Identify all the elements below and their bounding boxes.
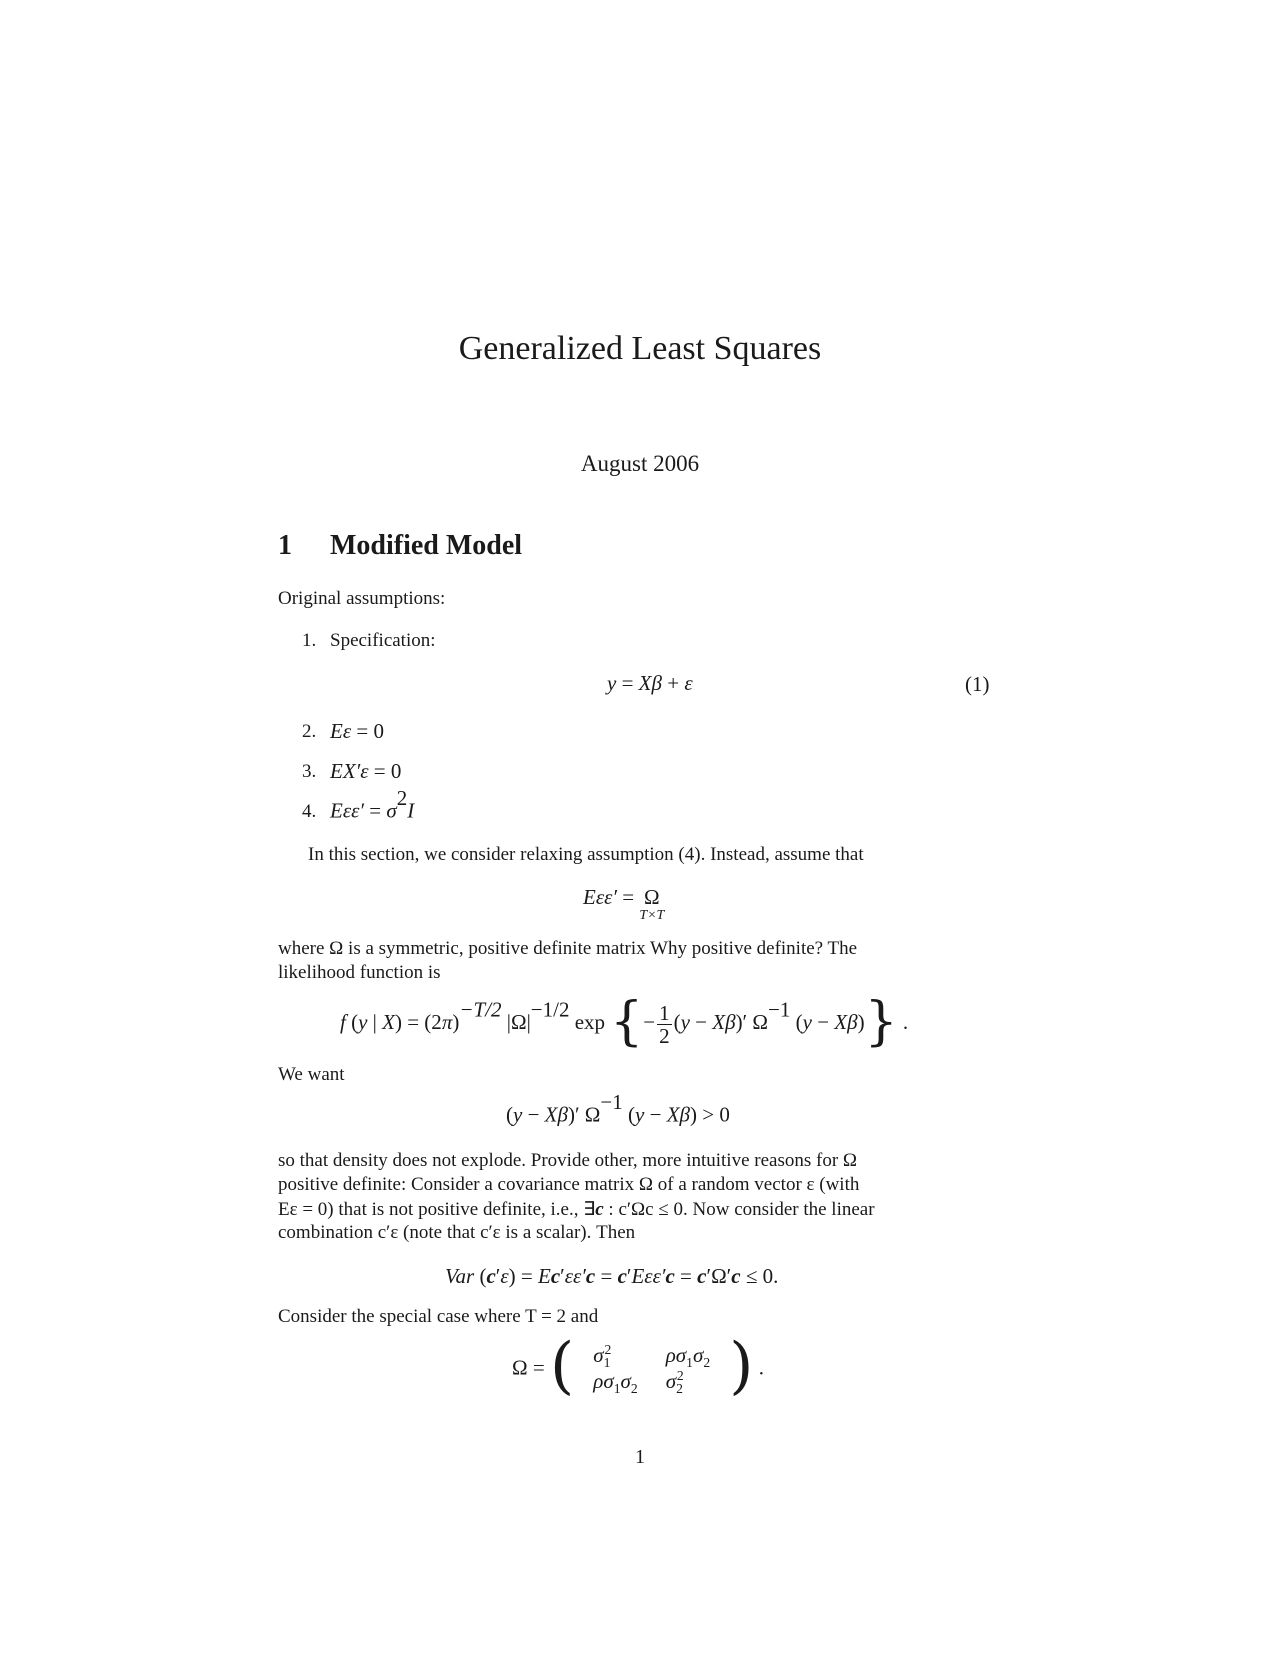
we-want-text: We want xyxy=(278,1064,345,1085)
equation-omega-matrix: Ω = ( $\sigma_1^2$ $\rho\sigma_1\sigma_2$ $\rho\sigma_1\sigma_2$ $\sigma_2^2$ ) . xyxy=(512,1328,764,1402)
special-case-text: Consider the special case where T = 2 and xyxy=(278,1306,599,1327)
intro-text: Original assumptions: xyxy=(278,588,446,609)
equation-assumption-4: $E\varepsilon\varepsilon' = \sigma^2I$ xyxy=(330,786,415,823)
list-item-label: 2. xyxy=(302,721,317,742)
paragraph-density-line3 xyxy=(278,1198,875,1221)
equation-specification: y = Xβ + ε xyxy=(607,671,693,695)
list-item-label: 4. xyxy=(302,801,317,822)
equation-quadratic-form: (y − Xβ)′ $\Omega^{-1}$ (y − Xβ) > 0 xyxy=(506,1090,730,1127)
equation-likelihood: f (y | $X) = (2\pi)^{-T/2}$ $|\Omega|^{-1/2}$ exp {− $\frac{1}{2}$ (y − Xβ)′ $\Omega^{-1}$ (y − Xβ)} . xyxy=(340,992,909,1052)
list-item-text: Specification: xyxy=(330,630,436,651)
list-item-label: 1. xyxy=(302,630,317,651)
paragraph-relax: In this section, we consider relaxing assumption (4). Instead, assume that xyxy=(308,844,864,865)
omega-matrix xyxy=(579,1342,724,1394)
page-number: 1 xyxy=(635,1446,645,1468)
matrix-cell: $\rho\sigma_1\sigma_2$ xyxy=(665,1343,711,1370)
paragraph-density-line2: positive definite: Consider a covariance matrix Ω of a random vector ε (with xyxy=(278,1174,860,1195)
density-line3-post: c′Ωc ≤ 0. Now consider the linear xyxy=(618,1199,875,1220)
paragraph-where-line2: likelihood function is xyxy=(278,962,441,983)
density-line3-mid: : xyxy=(603,1199,619,1220)
paragraph-density-line1: so that density does not explode. Provide other, more intuitive reasons for Ω xyxy=(278,1150,858,1171)
equation-assumption-2: Eε = 0 xyxy=(330,719,384,743)
equation-assumption-3: EX′ε = 0 xyxy=(330,759,402,783)
paper-title: Generalized Least Squares xyxy=(458,330,822,367)
section-number: 1 xyxy=(278,530,292,561)
equation-variance: Var (c′ε) = Ec′εε′c = c′Eεε′c = c′Ω′c ≤ 0. xyxy=(445,1264,779,1288)
matrix-cell: $\sigma_1^2$ xyxy=(593,1341,612,1370)
paragraph-density-line4: combination c′ε (note that c′ε is a scalar). Then xyxy=(278,1222,636,1243)
paragraph-where-line1: where Ω is a symmetric, positive definite matrix Why positive definite? The xyxy=(278,938,858,959)
paper-date: August 2006 xyxy=(580,451,700,476)
density-line3-pre: Eε = 0) that is not positive definite, i.e., ∃ xyxy=(278,1199,596,1220)
matrix-cell: $\rho\sigma_1\sigma_2$ xyxy=(593,1369,638,1396)
equation-omega: Eεε′ = Ω T×T xyxy=(583,885,665,923)
section-title: Modified Model xyxy=(330,530,523,561)
equation-number: (1) xyxy=(965,672,990,696)
density-line3-vector: c xyxy=(595,1199,604,1220)
list-item-label: 3. xyxy=(302,761,317,782)
matrix-cell: $\sigma_2^2$ xyxy=(665,1367,684,1396)
